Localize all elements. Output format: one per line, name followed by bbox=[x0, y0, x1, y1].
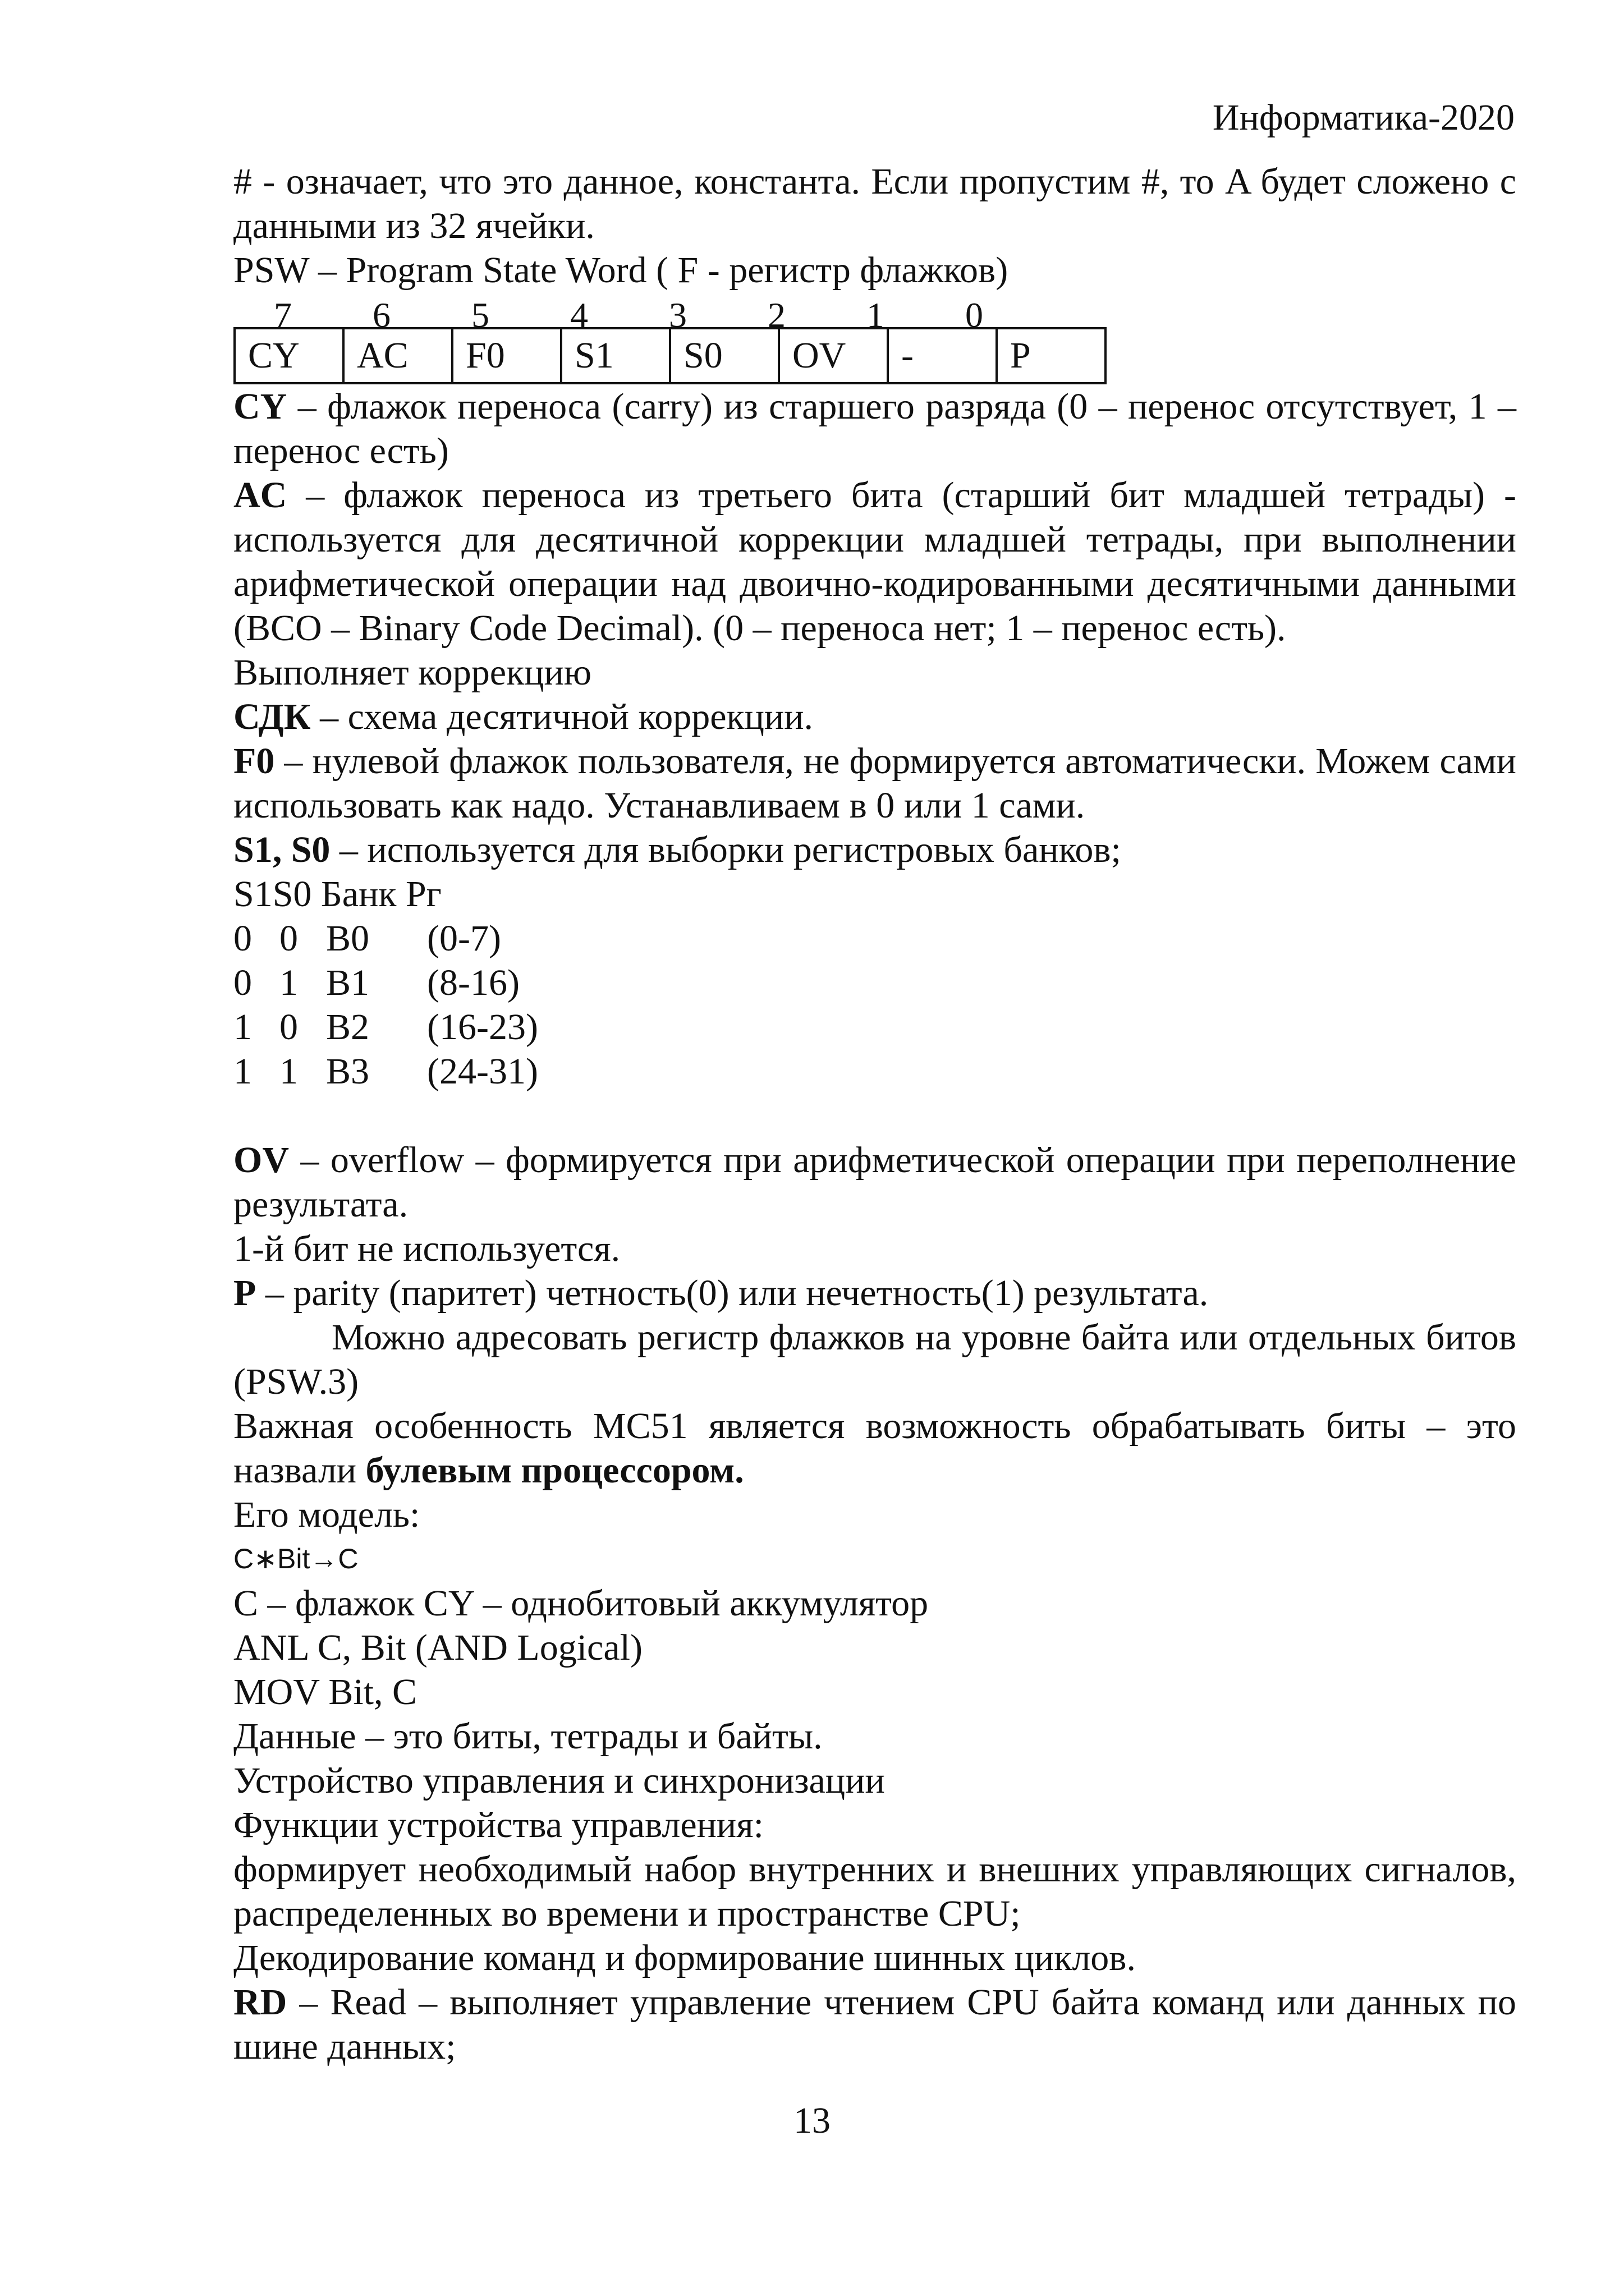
bit-number: 3 bbox=[669, 295, 687, 335]
model-formula: C∗Bit→C bbox=[233, 1543, 359, 1574]
term-p: P bbox=[233, 1273, 256, 1314]
text-line: C – флажок CY – однобитовый аккумулятор bbox=[233, 1583, 929, 1624]
sdk-text: – схема десятичной коррекции. bbox=[310, 696, 814, 737]
spacer bbox=[233, 1094, 1516, 1138]
ac-definition bbox=[233, 473, 1516, 650]
model-label: Его модель: bbox=[233, 1494, 420, 1535]
f0-definition bbox=[233, 739, 1516, 828]
psw-title: PSW – Program State Word ( F - регистр флажков) bbox=[233, 250, 1008, 291]
bank-name: B0 bbox=[326, 918, 370, 959]
bit-number: 7 bbox=[274, 295, 292, 335]
bit-number: 2 bbox=[768, 295, 786, 335]
s1s0-definition bbox=[233, 828, 1516, 872]
text-line: MOV Bit, C bbox=[233, 1672, 418, 1712]
term-s1s0: S1, S0 bbox=[233, 829, 331, 870]
bank-row bbox=[233, 1049, 1516, 1094]
bit-number: 5 bbox=[471, 295, 489, 335]
decode-line: Декодирование команд и формирование шинных циклов. bbox=[233, 1937, 1136, 1978]
cy-definition bbox=[233, 384, 1516, 473]
bank-name: B3 bbox=[326, 1051, 370, 1092]
bank-range: (24-31) bbox=[427, 1051, 538, 1092]
bank-s0: 1 bbox=[279, 1051, 298, 1092]
rd-text: – Read – выполняет управление чтением CPU байта команд или данных по шине данных; bbox=[233, 1982, 1516, 2067]
s1s0-text: – используется для выборки регистровых банков; bbox=[330, 829, 1121, 870]
register-bank-list bbox=[233, 916, 1516, 1094]
term-sdk: СДК bbox=[233, 696, 311, 737]
bit-number: 4 bbox=[570, 295, 588, 335]
text-line: ANL C, Bit (AND Logical) bbox=[233, 1627, 643, 1668]
bank-name: B1 bbox=[326, 962, 370, 1003]
term-rd: RD bbox=[233, 1982, 287, 2023]
bank-s0: 0 bbox=[279, 1007, 298, 1048]
forms-paragraph: формирует необходимый набор внутренних и внешних управляющих сигналов, распределенных во времени и пространстве CPU; bbox=[233, 1849, 1516, 1934]
boolean-text: Важная особенность MC51 является возможность обрабатывать биты – это назвали bbox=[233, 1406, 1516, 1491]
p-text: – parity (паритет) четность(0) или нечетность(1) результата. bbox=[256, 1273, 1209, 1314]
page-header: Информатика-2020 bbox=[1212, 97, 1515, 138]
psw-cell-p: P bbox=[997, 328, 1105, 383]
ac-text: – флажок переноса из третьего бита (старший бит младшей тетрады) - используется для десятичной коррекции младшей тетрады, при выполнении арифметической операции над двоично-кодированными десятичными данными (BCO – Binary Code Decimal). (0 – переноса нет; 1 – перенос есть). bbox=[233, 475, 1516, 649]
psw-cell-cy: CY bbox=[235, 328, 343, 383]
bank-row bbox=[233, 1005, 1516, 1049]
term-ac: AC bbox=[233, 475, 287, 516]
bank-s1: 0 bbox=[233, 962, 252, 1003]
bank-range: (16-23) bbox=[427, 1007, 538, 1048]
rd-definition bbox=[233, 1980, 1516, 2069]
sdk-definition bbox=[233, 695, 1516, 739]
psw-cell-s1: S1 bbox=[561, 328, 670, 383]
term-ov: OV bbox=[233, 1140, 289, 1181]
text-line: Устройство управления и синхронизации bbox=[233, 1760, 885, 1801]
bank-name: B2 bbox=[326, 1007, 370, 1048]
bit1-note: 1-й бит не используется. bbox=[233, 1228, 621, 1269]
bit-number: 0 bbox=[965, 295, 983, 335]
bank-s1: 1 bbox=[233, 1007, 252, 1048]
page-number: 13 bbox=[793, 2100, 831, 2141]
psw-bit-numbers bbox=[233, 292, 1025, 335]
bank-table-header: S1S0 Банк Рг bbox=[233, 874, 442, 915]
psw-register-table bbox=[233, 327, 1107, 384]
bit-number: 1 bbox=[866, 295, 884, 335]
bank-row bbox=[233, 916, 1516, 961]
psw-cell-f0: F0 bbox=[452, 328, 561, 383]
bank-range: (8-16) bbox=[427, 962, 520, 1003]
page-body bbox=[233, 159, 1516, 2069]
ov-text: – overflow – формируется при арифметической операции при переполнение результата. bbox=[233, 1140, 1516, 1225]
f0-text: – нулевой флажок пользователя, не формируется автоматически. Можем сами использовать как надо. Устанавливаем в 0 или 1 сами. bbox=[233, 741, 1516, 826]
bit-number: 6 bbox=[373, 295, 391, 335]
psw-cell-ov: OV bbox=[779, 328, 888, 383]
bank-s0: 0 bbox=[279, 918, 298, 959]
addressing-paragraph: Можно адресовать регистр флажков на уровне байта или отдельных битов (PSW.3) bbox=[233, 1317, 1516, 1402]
term-cy: CY bbox=[233, 386, 287, 427]
psw-cell-ac: AC bbox=[343, 328, 452, 383]
boolean-bold: булевым процессором. bbox=[365, 1450, 744, 1491]
bank-s0: 1 bbox=[279, 962, 298, 1003]
bank-s1: 1 bbox=[233, 1051, 252, 1092]
text-line: Функции устройства управления: bbox=[233, 1804, 764, 1845]
term-f0: F0 bbox=[233, 741, 275, 782]
text-line: Данные – это биты, тетрады и байты. bbox=[233, 1716, 823, 1757]
p-definition bbox=[233, 1271, 1516, 1315]
bank-row bbox=[233, 961, 1516, 1005]
ac-correction-note: Выполняет коррекцию bbox=[233, 652, 592, 693]
bank-s1: 0 bbox=[233, 918, 252, 959]
cy-text: – флажок переноса (carry) из старшего разряда (0 – перенос отсутствует, 1 – перенос есть) bbox=[233, 386, 1516, 471]
psw-cell-s0: S0 bbox=[670, 328, 779, 383]
psw-cell-unused: - bbox=[888, 328, 997, 383]
intro-paragraph: # - означает, что это данное, константа. Если пропустим #, то A будет сложено с данными из 32 ячейки. bbox=[233, 161, 1516, 246]
bank-range: (0-7) bbox=[427, 918, 501, 959]
boolean-processor-paragraph bbox=[233, 1404, 1516, 1493]
ov-definition bbox=[233, 1138, 1516, 1227]
